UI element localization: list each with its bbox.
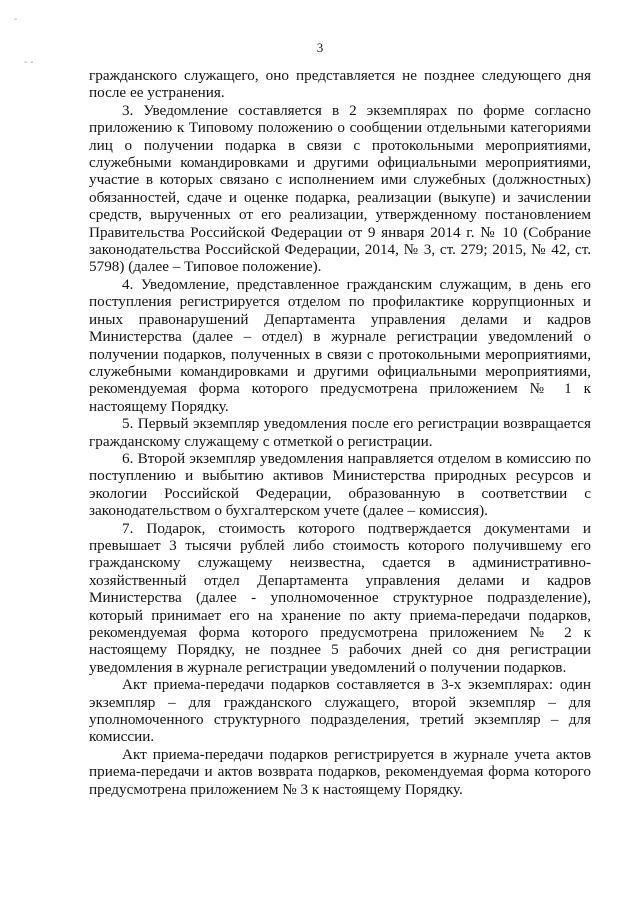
paragraph-act-registration: Акт приема-передачи подарков регистрируется в журнале учета актов приема-передачи и актов возврата подарков, рекомендуемая форма которого предусмотрена приложением № 3 к настоящему Порядку. [89,745,591,798]
paragraph-7-gift-handover: 7. Подарок, стоимость которого подтверждается документами и превышает 3 тысячи рублей либо стоимость которого получившему его гражданскому служащему неизвестна, сдается в административно-хозяйственный отдел Департамента управления делами и кадров Министерства (далее - уполномоченное структурное подразделение), который принимает его на хранение по акту приема-передачи подарков, рекомендуемая форма которого предусмотрена приложением № 2 к настоящему Порядку, не позднее 5 рабочих дней со дня регистрации уведомления в журнале регистрации уведомлений о получении подарков. [89,519,591,676]
paragraph-continuation: гражданского служащего, оно представляется не позднее следующего дня после ее устранения. [89,67,591,102]
paragraph-4-notification-registration: 4. Уведомление, представленное гражданским служащим, в день его поступления регистрируется отделом по профилактике коррупционных и иных правонарушений Департамента управления делами и кадров Министерства (далее – отдел) в журнале регистрации уведомлений о получении подарков, полученных в связи с протокольными мероприятиями, служебными командировками и другими официальными мероприятиями, рекомендуемая форма которого предусмотрена приложением № 1 к настоящему Порядку. [89,275,591,415]
page-number: 3 [316,40,324,55]
scan-margin-mark: - [14,14,18,25]
document-body [89,67,591,798]
scan-margin-mark: - - [24,57,34,68]
paragraph-3-notification-form: 3. Уведомление составляется в 2 экземплярах по форме согласно приложению к Типовому положению о сообщении отдельными категориями лиц о получении подарка в связи с протокольными мероприятиями, служебными командировками и другими официальными мероприятиями, участие в которых связано с исполнением ими служебных (должностных) обязанностей, сдаче и оценке подарка, реализации (выкупе) и зачислении средств, вырученных от его реализации, утвержденному постановлением Правительства Российской Федерации от 9 января 2014 г. № 10 (Собрание законодательства Российской Федерации, 2014, № 3, ст. 279; 2015, № 42, ст. 5798) (далее – Типовое положение). [89,101,591,276]
paragraph-act-copies: Акт приема-передачи подарков составляется в 3-х экземплярах: один экземпляр – для гражданского служащего, второй экземпляр – для уполномоченного структурного подразделения, третий экземпляр – для комиссии. [89,676,591,746]
paragraph-5-first-copy-return: 5. Первый экземпляр уведомления после его регистрации возвращается гражданскому служащему с отметкой о регистрации. [89,415,591,450]
paragraph-6-second-copy-commission: 6. Второй экземпляр уведомления направляется отделом в комиссию по поступлению и выбытию активов Министерства природных ресурсов и экологии Российской Федерации, образованную в соответствии с законодательством о бухгалтерском учете (далее – комиссия). [89,449,591,520]
